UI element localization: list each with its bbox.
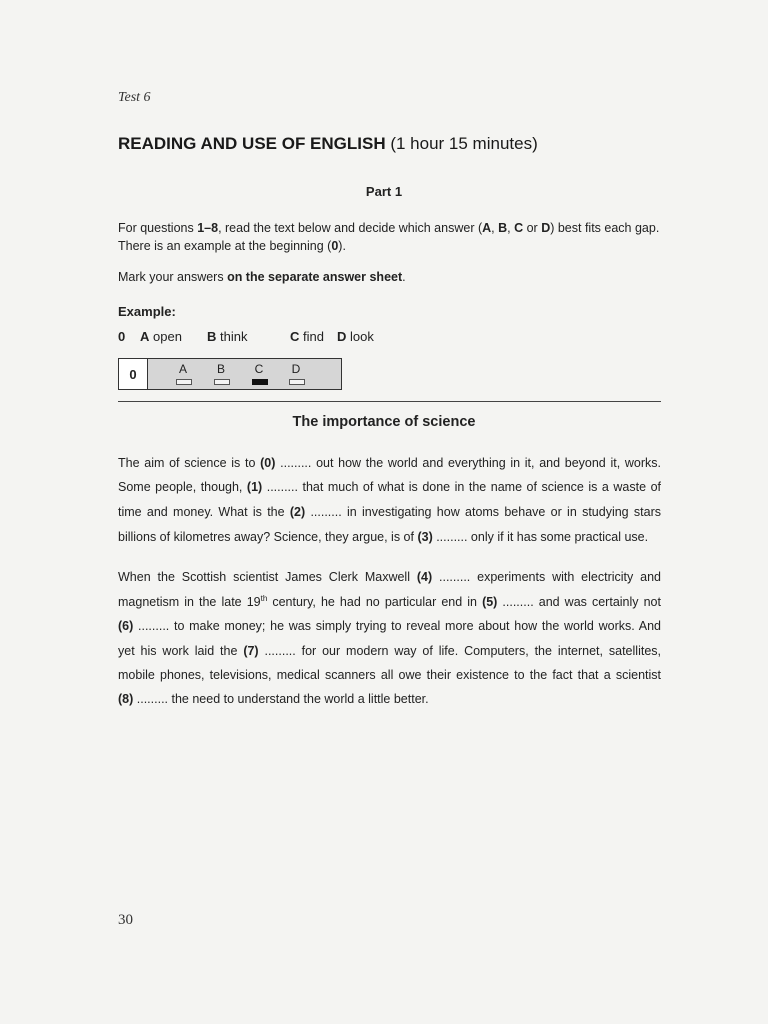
divider-rule [118,401,661,402]
example-number: 0 [118,329,126,344]
answer-mark-d [289,379,305,385]
section-title [118,134,538,154]
text-line-5: When the Scottish scientist James Clerk Maxwell (4) ......... experiments with electricity and [118,570,661,584]
answer-letter-d: D [291,362,301,376]
part-title: Part 1 [365,184,403,199]
example-option-d: D look [337,329,374,344]
page-number: 30 [118,912,133,928]
answer-mark-b [214,379,230,385]
answer-mark-a [176,379,192,385]
answer-sheet-instruction: Mark your answers on the separate answer sheet. [118,270,406,284]
instructions: For questions 1–8, read the text below and decide which answer (A, B, C or D) best fits each gap. There is an example at the beginning (0). [118,221,660,253]
text-line-3: time and money. What is the (2) ......... in investigating how atoms behave or in studying stars [118,505,662,519]
answer-mark-c [252,379,268,385]
example-label: Example: [118,304,176,319]
text-line-9: mobile phones, televisions, medical scanners all owe their existence to the fact that a scientist [118,668,661,682]
text-line-8: yet his work laid the (7) ......... for our modern way of life. Computers, the internet, satellites, [118,644,661,658]
text-line-1: The aim of science is to (0) ......... out how the world and everything in it, and beyond it, works. [118,456,661,470]
text-line-2: Some people, though, (1) ......... that much of what is done in the name of science is a waste of [118,480,661,494]
answer-letter-b: B [216,362,225,376]
example-option-a: A open [140,329,182,344]
running-head: Test 6 [118,90,151,105]
example-option-c: C find [290,329,324,344]
answer-box-number: 0 [119,359,148,389]
answer-letter-c: C [254,362,264,376]
answer-letter-a: A [178,362,187,376]
text-line-4: billions of kilometres away? Science, they argue, is of (3) ......... only if it has some practical use. [118,530,649,544]
text-title: The importance of science [292,414,476,430]
text-line-7: (6) ......... to make money; he was simply trying to reveal more about how the world works. And [118,619,661,633]
section-title-duration: (1 hour 15 minutes) [385,134,538,153]
example-answer-box [118,358,342,390]
example-options [118,329,518,345]
example-option-b: B think [207,329,248,344]
text-line-10: (8) ......... the need to understand the world a little better. [118,692,429,706]
text-line-6: magnetism in the late 19th century, he had no particular end in (5) ......... and was certainly not [118,594,661,610]
section-title-bold: READING AND USE OF ENGLISH [118,134,386,153]
